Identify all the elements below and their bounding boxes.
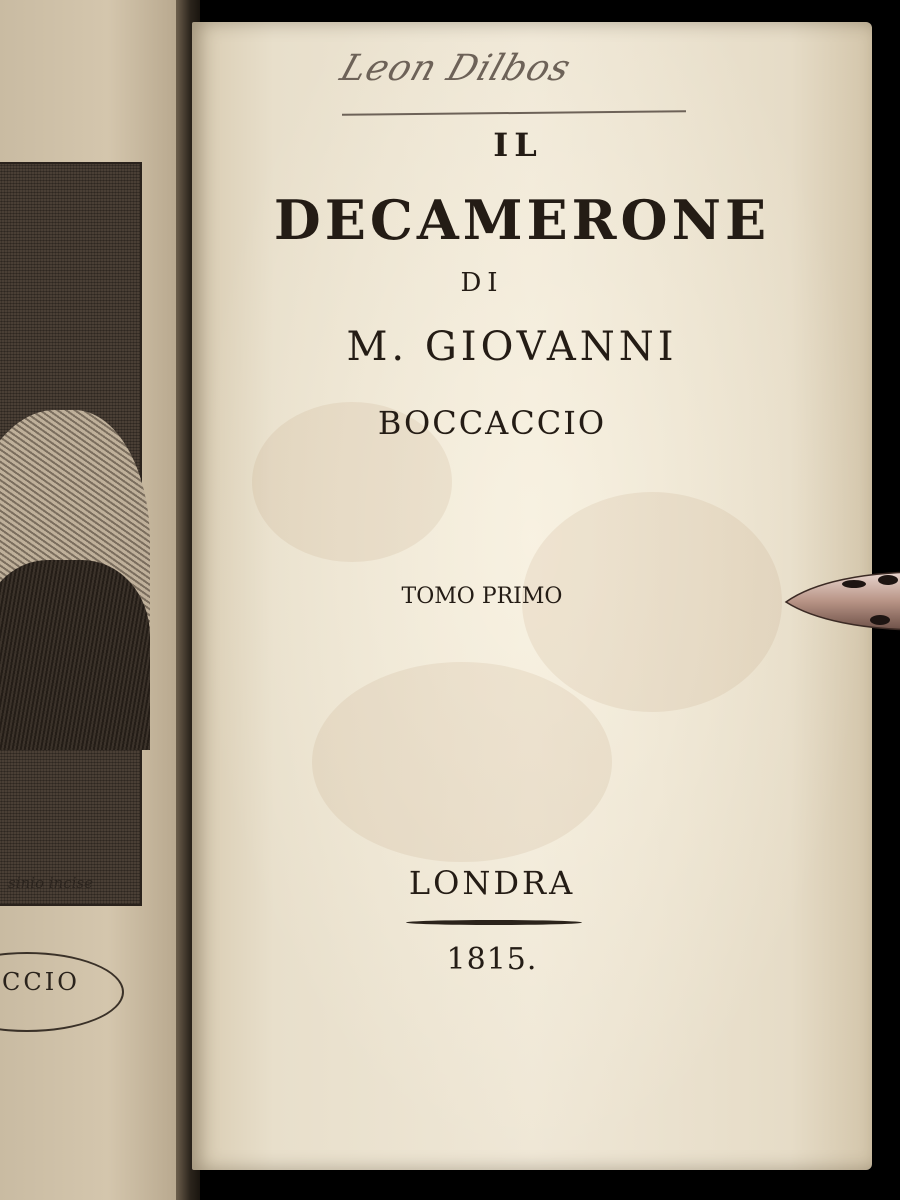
portrait-label: CCIO — [2, 968, 80, 996]
foxing-stain — [312, 662, 612, 862]
engraver-credit: sinio incise — [8, 874, 93, 892]
imprint-rule — [406, 920, 582, 925]
frontispiece-page — [0, 0, 196, 1200]
title-line-il: IL — [493, 126, 543, 164]
owner-signature: Leon Dilbos — [335, 48, 577, 89]
imprint-year: 1815. — [446, 942, 538, 977]
title-line-di: DI — [460, 268, 504, 298]
author-line-2: BOCCACCIO — [377, 404, 607, 442]
portrait-robe — [0, 560, 150, 750]
title-page — [192, 22, 872, 1170]
author-line-1: M. GIOVANNI — [346, 324, 678, 370]
book-title: DECAMERONE — [273, 188, 771, 252]
volume-label: TOMO PRIMO — [401, 584, 563, 609]
bookmark-pointer-icon — [784, 568, 900, 634]
imprint-city: LONDRA — [408, 864, 576, 902]
signature-underline — [342, 110, 686, 116]
